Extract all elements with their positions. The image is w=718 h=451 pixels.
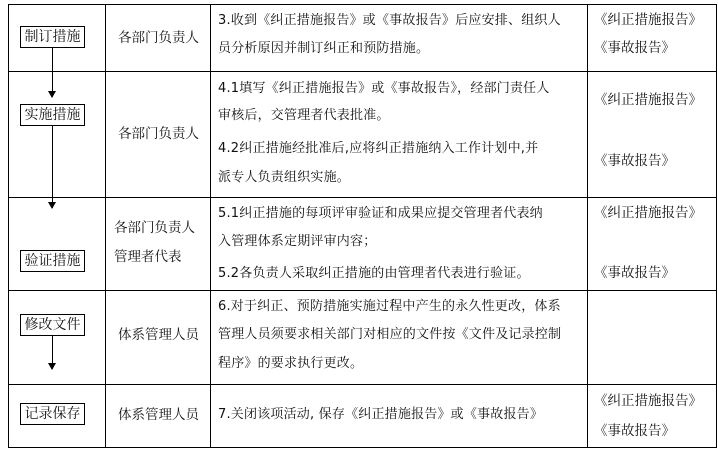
record-form: 《纠正措施报告》 [594, 205, 702, 221]
flow-step-box: 修改文件 [20, 314, 85, 336]
column-divider [105, 4, 106, 448]
table-border-top [8, 4, 717, 5]
column-divider [587, 4, 588, 448]
responsible-party: 体系管理人员 [118, 407, 199, 423]
step-description: 管理人员须要求相关部门对相应的文件按《文件及记录控制 [218, 327, 562, 342]
row-divider [8, 71, 717, 72]
responsible-party: 各部门负责人 [118, 30, 199, 46]
table-border-left [8, 4, 9, 448]
step-description: 审核后，交管理者代表批准。 [218, 108, 390, 123]
flow-step-box: 实施措施 [20, 104, 85, 126]
responsible-party: 各部门负责人 [118, 126, 199, 142]
record-form: 《事故报告》 [594, 423, 675, 439]
responsible-party: 体系管理人员 [118, 327, 199, 343]
step-description: 派专人负责组织实施。 [218, 170, 351, 185]
table-border-bottom [8, 447, 717, 448]
record-form: 《纠正措施报告》 [594, 393, 702, 409]
flow-step-box: 制订措施 [20, 26, 85, 48]
step-description: 7.关闭该项活动, 保存《纠正措施报告》或《事故报告》 [218, 407, 544, 422]
step-description: 5.1纠正措施的每项评审验证和成果应提交管理者代表纳 [218, 206, 543, 221]
record-form: 《纠正措施报告》 [594, 92, 702, 108]
flow-arrow [52, 336, 53, 369]
flow-arrow [52, 126, 53, 208]
step-description: 程序》的要求执行更改。 [218, 356, 364, 371]
record-form: 《纠正措施报告》 [594, 12, 702, 28]
record-form: 《事故报告》 [594, 40, 675, 56]
flow-arrow [52, 48, 53, 97]
record-form: 《事故报告》 [594, 153, 675, 169]
responsible-party: 各部门负责人 [114, 220, 195, 236]
step-description: 员分析原因并制订纠正和预防措施。 [218, 41, 430, 56]
step-description: 入管理体系定期评审内容； [218, 234, 377, 249]
flow-step-box: 记录保存 [20, 403, 85, 425]
step-description: 4.2纠正措施经批准后,应将纠正措施纳入工作计划中,并 [218, 141, 539, 156]
step-description: 6.对于纠正、预防措施实施过程中产生的永久性更改，体系 [218, 299, 561, 314]
column-divider [210, 4, 211, 448]
step-description: 3.收到《纠正措施报告》或《事故报告》后应安排、组织人 [218, 13, 561, 28]
responsible-party: 管理者代表 [114, 249, 182, 265]
step-description: 4.1填写《纠正措施报告》或《事故报告》，经部门责任人 [218, 81, 550, 96]
row-divider [8, 290, 717, 291]
row-divider [8, 197, 717, 198]
step-description: 5.2各负责人采取纠正措施的由管理者代表进行验证。 [218, 266, 530, 281]
table-border-right [716, 4, 717, 448]
record-form: 《事故报告》 [594, 265, 675, 281]
flow-step-box: 验证措施 [20, 250, 85, 272]
row-divider [8, 384, 717, 385]
